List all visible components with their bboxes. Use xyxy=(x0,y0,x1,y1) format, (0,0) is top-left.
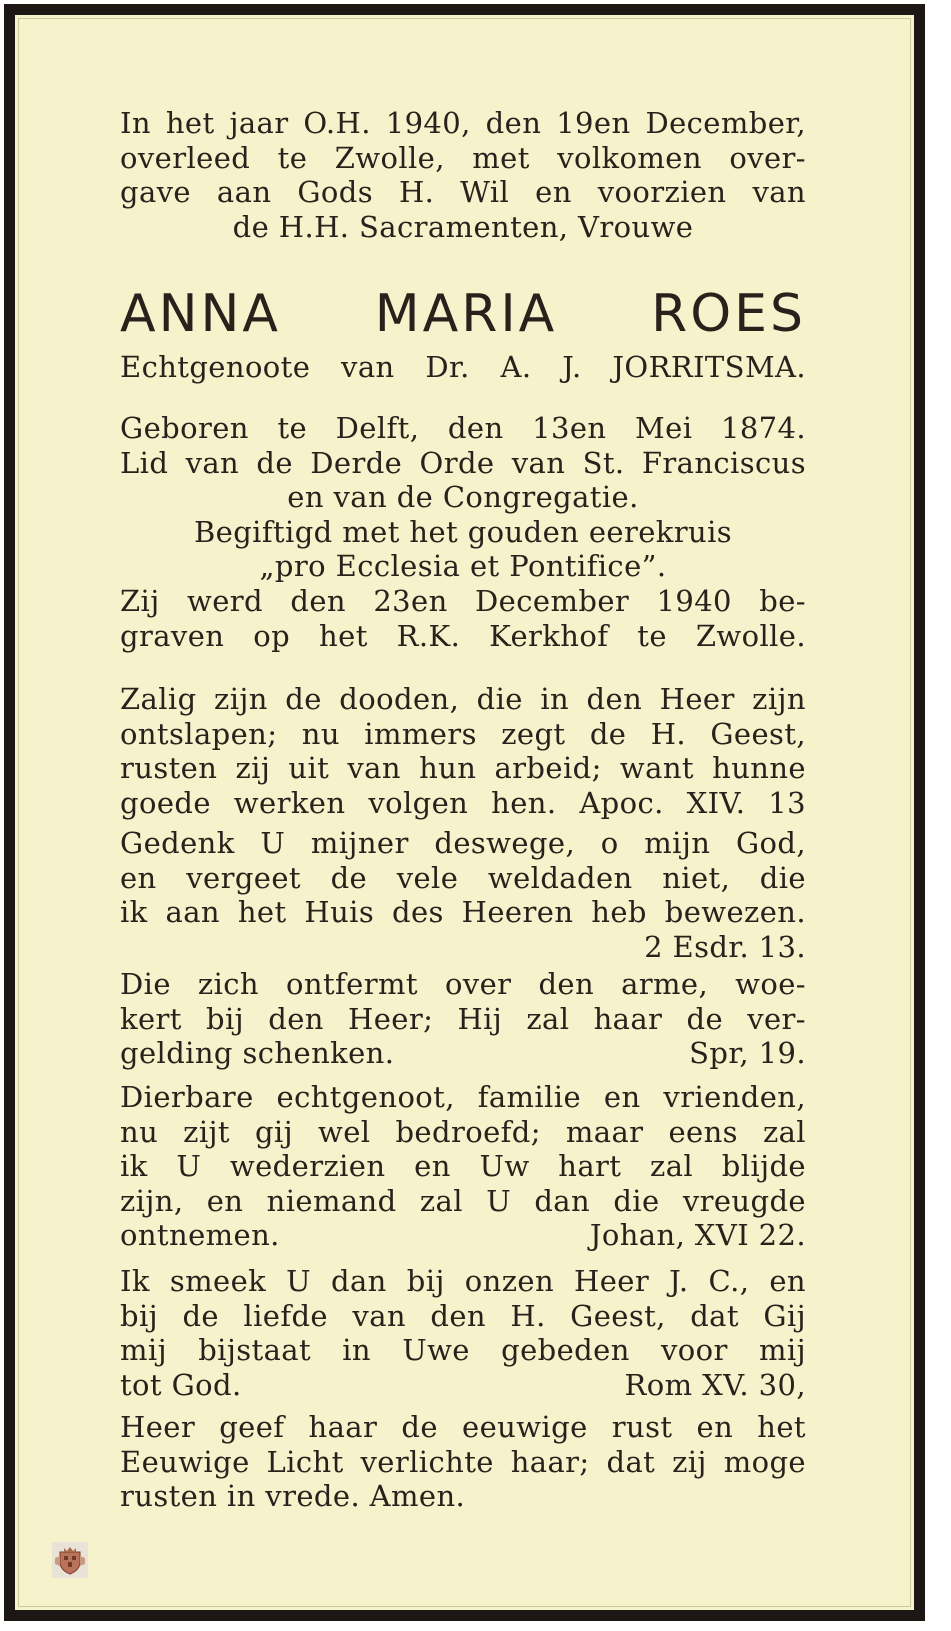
verse-line: ik U wederzien en Uw hart zal blijde xyxy=(120,1149,806,1184)
heraldic-crest-icon xyxy=(52,1542,88,1578)
biography-line: graven op het R.K. Kerkhof te Zwolle. xyxy=(120,618,806,653)
verse-last-line xyxy=(120,1036,806,1071)
intro-line: gave aan Gods H. Wil en voorzien van xyxy=(120,175,806,210)
verse-line: mij bijstaat in Uwe gebeden voor mij xyxy=(120,1333,806,1368)
verse-line: ontslapen; nu immers zegt de H. Geest, xyxy=(120,716,806,751)
verse-line: tot God. xyxy=(120,1367,242,1402)
verse-line: kert bij den Heer; Hij zal haar de ver- xyxy=(120,1001,806,1036)
verse-reference: Rom XV. 30, xyxy=(624,1367,806,1402)
verse-line: bij de liefde van den H. Geest, dat Gij xyxy=(120,1298,806,1333)
biography-line: Zij werd den 23en December 1940 be- xyxy=(120,583,806,618)
intro-line: In het jaar O.H. 1940, den 19en December, xyxy=(120,106,806,140)
verse-line: rusten zij uit van hun arbeid; want hunne xyxy=(120,751,806,786)
prayer-line: Heer geef haar de eeuwige rust en het xyxy=(120,1410,806,1444)
verse-apocalypse xyxy=(120,682,806,820)
verse-proverbs xyxy=(120,967,806,1071)
verse-romans xyxy=(120,1264,806,1402)
closing-prayer xyxy=(120,1410,806,1514)
intro-line: overleed te Zwolle, met volkomen over- xyxy=(120,140,806,175)
verse-line: Zalig zijn de dooden, die in den Heer zijn xyxy=(120,682,806,716)
verse-reference: Johan, XVI 22. xyxy=(589,1218,806,1253)
verse-line: gelding schenken. xyxy=(120,1036,395,1071)
biography-line: „pro Ecclesia et Pontifice”. xyxy=(259,549,667,584)
verse-last-line xyxy=(120,1218,806,1253)
spouse-paragraph xyxy=(120,350,806,385)
verse-reference: 2 Esdr. 13. xyxy=(644,929,806,964)
spouse-line: Echtgenoote van Dr. A. J. JORRITSMA. xyxy=(120,350,806,384)
verse-line: nu zijt gij wel bedroefd; maar eens zal xyxy=(120,1114,806,1149)
biography-line: Begiftigd met het gouden eerekruis xyxy=(193,514,733,549)
verse-last-line xyxy=(120,1368,806,1403)
prayer-line: Eeuwige Licht verlichte haar; dat zij moge xyxy=(120,1444,806,1479)
verse-line: Ik smeek U dan bij onzen Heer J. C., en xyxy=(120,1264,806,1298)
verse-john xyxy=(120,1080,806,1253)
prayer-line: rusten in vrede. Amen. xyxy=(120,1479,466,1514)
biography-line: Geboren te Delft, den 13en Mei 1874. xyxy=(120,411,806,445)
verse-line: ontnemen. xyxy=(120,1218,280,1253)
intro-line: de H.H. Sacramenten, Vrouwe xyxy=(232,209,694,244)
verse-line: ik aan het Huis des Heeren heb bewezen. xyxy=(120,895,806,930)
biography-paragraph xyxy=(120,411,806,653)
verse-esdras xyxy=(120,826,806,964)
intro-paragraph xyxy=(120,106,806,244)
verse-line: Die zich ontfermt over den arme, woe- xyxy=(120,967,806,1001)
verse-line: en vergeet de vele weldaden niet, die xyxy=(120,860,806,895)
verse-reference: Spr, 19. xyxy=(689,1036,806,1071)
deceased-name: ANNA MARIA ROES xyxy=(120,284,806,344)
biography-line: en van de Congregatie. xyxy=(287,480,639,515)
biography-line: Lid van de Derde Orde van St. Franciscus xyxy=(120,445,806,480)
verse-line: Gedenk U mijner deswege, o mijn God, xyxy=(120,826,806,860)
verse-line: goede werken volgen hen. Apoc. XIV. 13 xyxy=(120,785,806,820)
verse-line: zijn, en niemand zal U dan die vreugde xyxy=(120,1183,806,1218)
verse-line: Dierbare echtgenoot, familie en vrienden, xyxy=(120,1080,806,1114)
